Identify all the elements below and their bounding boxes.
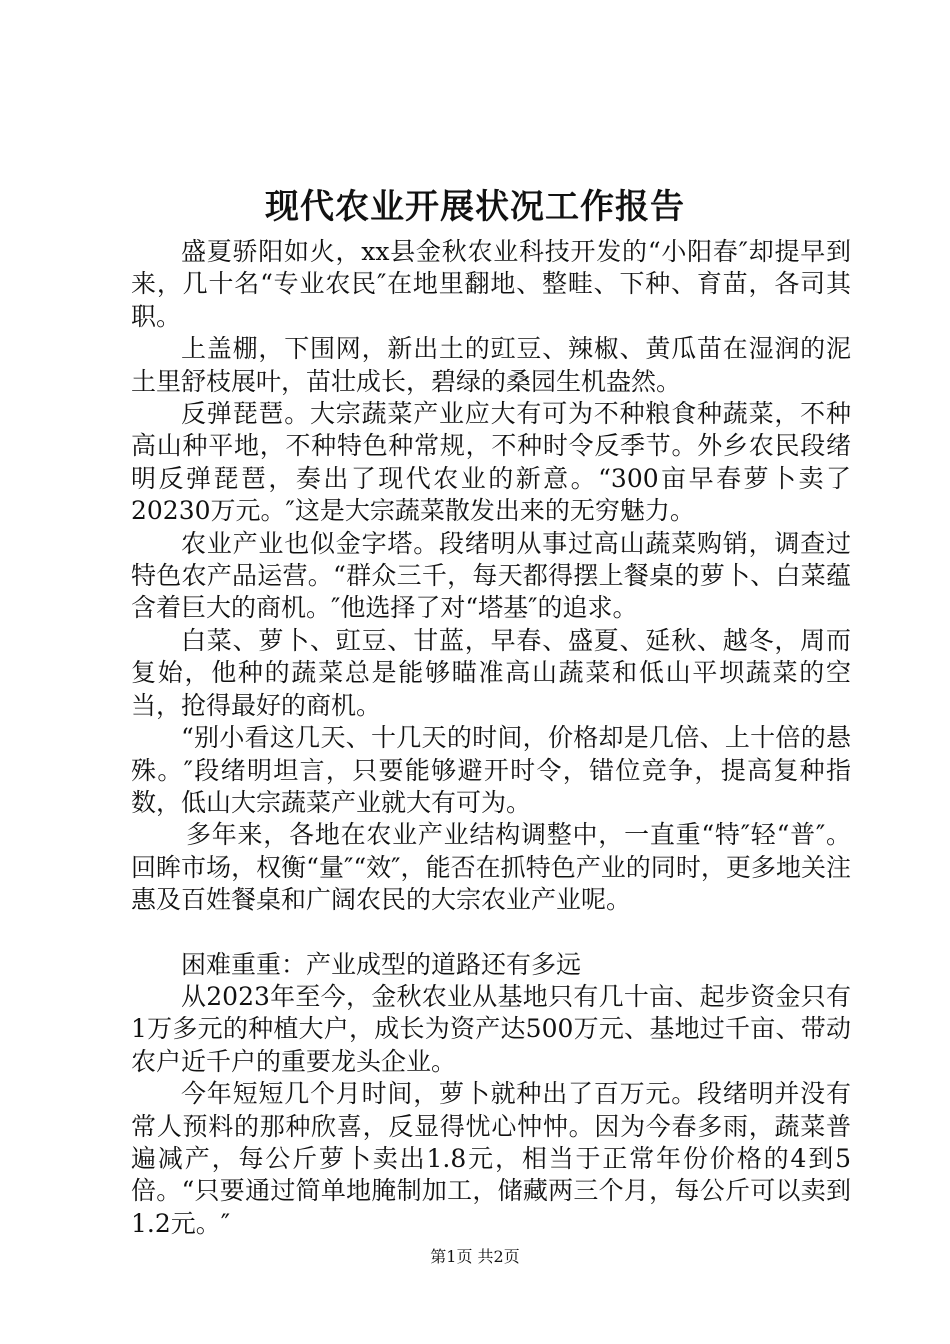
paragraph: 从2023年至今，金秋农业从基地只有几十亩、起步资金只有1万多元的种植大户，成长为资产达500万元、基地过千亩、带动农户近千户的重要龙头企业。 xyxy=(131,981,851,1076)
page-footer: 第1页 共2页 xyxy=(430,1247,520,1266)
document-body xyxy=(131,236,851,1240)
paragraph: “别小看这几天、十几天的时间，价格却是几倍、上十倍的悬殊。″段绪明坦言，只要能够避开时令，错位竞争，提高复种指数，低山大宗蔬菜产业就大有可为。 xyxy=(131,723,851,817)
paragraph: 上盖棚，下围网，新出土的豇豆、辣椒、黄瓜苗在湿润的泥土里舒枝展叶，苗壮成长，碧绿的桑园生机盎然。 xyxy=(131,334,851,396)
section-heading: 困难重重：产业成型的道路还有多远 xyxy=(181,949,582,979)
paragraph: 盛夏骄阳如火，xx县金秋农业科技开发的“小阳春″却提早到来，几十名“专业农民″在地里翻地、整畦、下种、育苗，各司其职。 xyxy=(131,237,851,331)
paragraph: 反弹琵琶。大宗蔬菜产业应大有可为不种粮食种蔬菜，不种高山种平地，不种特色种常规，不种时令反季节。外乡农民段绪明反弹琵琶，奏出了现代农业的新意。“300亩早春萝卜卖了20230万元。″这是大宗蔬菜散发出来的无穷魅力。 xyxy=(131,399,851,526)
paragraph: 白菜、萝卜、豇豆、甘蓝，早春、盛夏、延秋、越冬，周而复始，他种的蔬菜总是能够瞄准高山蔬菜和低山平坝蔬菜的空当，抢得最好的商机。 xyxy=(131,625,851,720)
paragraph-gap xyxy=(131,917,851,949)
document-title: 现代农业开展状况工作报告 xyxy=(265,187,685,227)
paragraph: 农业产业也似金字塔。段绪明从事过高山蔬菜购销，调查过特色农产品运营。“群众三千，每天都得摆上餐桌的萝卜、白菜蕴含着巨大的商机。″他选择了对“塔基″的追求。 xyxy=(131,528,851,623)
paragraph: 今年短短几个月时间，萝卜就种出了百万元。段绪明并没有常人预料的那种欣喜，反显得忧心忡忡。因为今春多雨，蔬菜普遍减产，每公斤萝卜卖出1.8元，相当于正常年份价格的4到5倍。“只要通过简单地腌制加工，储藏两三个月，每公斤可以卖到1.2元。″ xyxy=(131,1079,851,1238)
paragraph: 多年来，各地在农业产业结构调整中，一直重“特″轻“普″。回眸市场，权衡“量″“效″，能否在抓特色产业的同时，更多地关注惠及百姓餐桌和广阔农民的大宗农业产业呢。 xyxy=(131,820,851,915)
